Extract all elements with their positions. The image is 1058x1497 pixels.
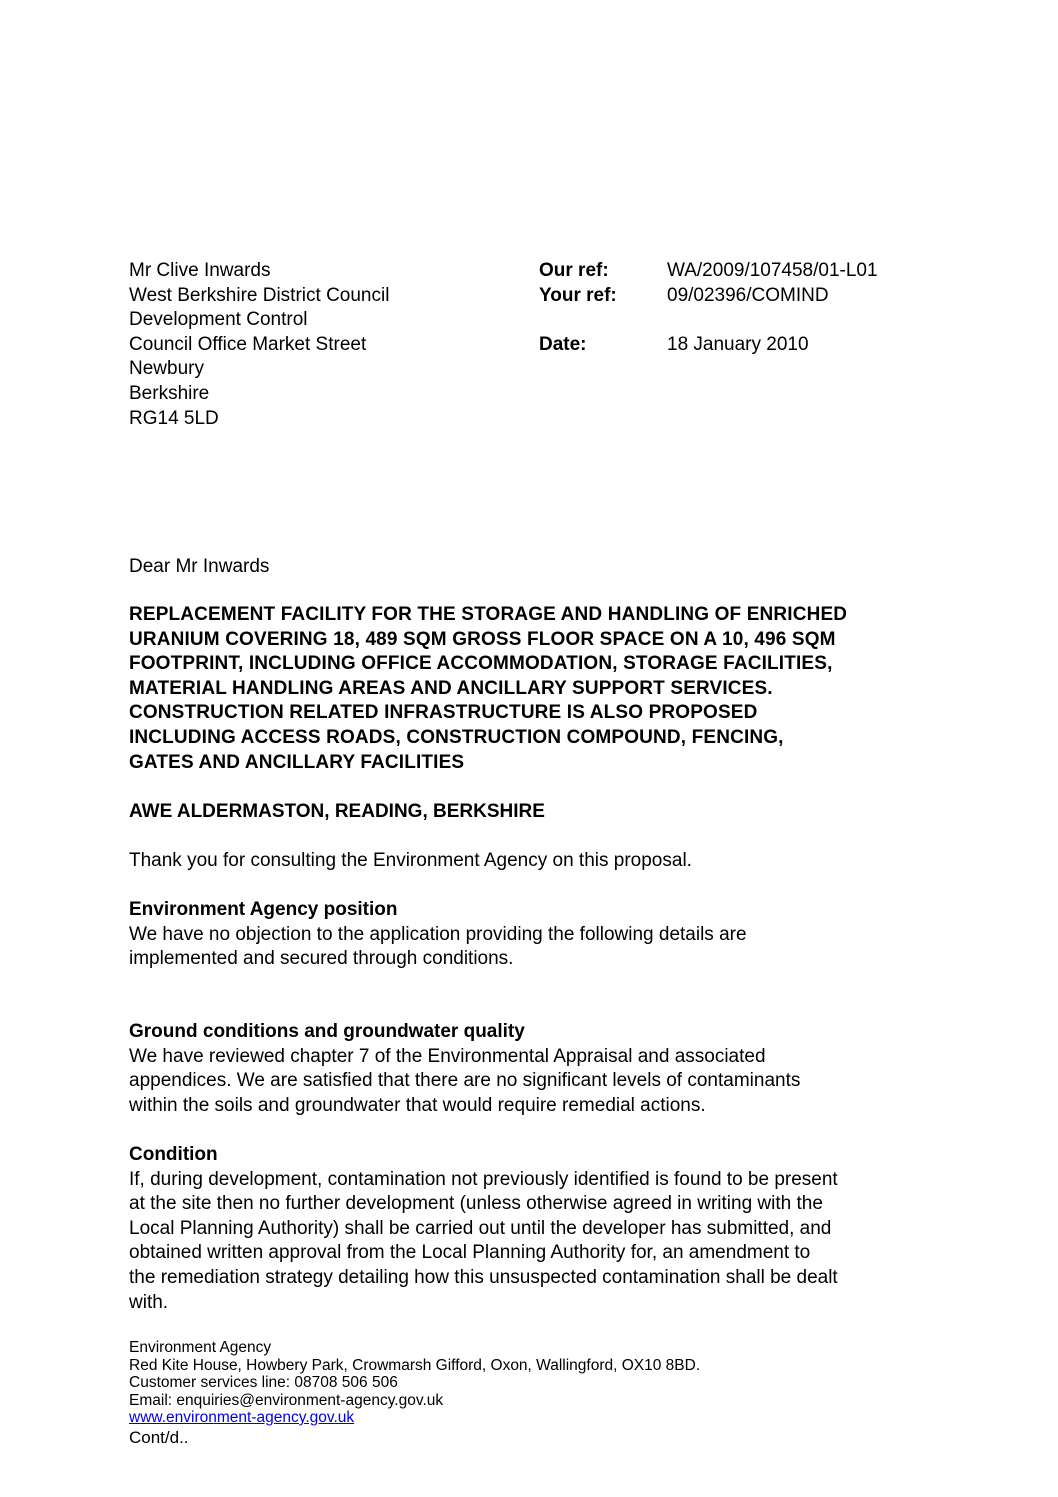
ref-spacer (539, 308, 878, 333)
subject-heading (129, 603, 959, 775)
our-ref-row (539, 259, 878, 284)
ground-text-line: We have reviewed chapter 7 of the Environmental Appraisal and associated (129, 1045, 766, 1067)
position-section (129, 898, 747, 972)
your-ref-label: Your ref: (539, 284, 617, 306)
subject-line: MATERIAL HANDLING AREAS AND ANCILLARY SUPPORT SERVICES. (129, 677, 773, 699)
date-label: Date: (539, 333, 587, 355)
thanks-paragraph: Thank you for consulting the Environment Agency on this proposal. (129, 850, 692, 871)
recipient-organisation: West Berkshire District Council (129, 284, 390, 306)
reference-block (539, 259, 878, 357)
condition-heading: Condition (129, 1144, 218, 1165)
footer-address: Red Kite House, Howbery Park, Crowmarsh Gifford, Oxon, Wallingford, OX10 8BD. (129, 1356, 701, 1374)
ground-text-line: within the soils and groundwater that would require remedial actions. (129, 1094, 706, 1116)
our-ref-value: WA/2009/107458/01-L01 (667, 260, 878, 281)
subject-line: FOOTPRINT, INCLUDING OFFICE ACCOMMODATION, STORAGE FACILITIES, (129, 653, 833, 675)
ground-conditions-heading: Ground conditions and groundwater quality (129, 1021, 525, 1042)
date-value: 18 January 2010 (667, 333, 809, 355)
ground-text-line: appendices. We are satisfied that there are no significant levels of contaminants (129, 1070, 801, 1092)
position-text-line: We have no objection to the application providing the following details are (129, 923, 747, 945)
condition-text-line: If, during development, contamination not previously identified is found to be present (129, 1168, 838, 1190)
condition-text-line: the remediation strategy detailing how this unsuspected contamination shall be dealt (129, 1266, 838, 1288)
recipient-street: Council Office Market Street (129, 333, 367, 355)
ground-conditions-section (129, 1020, 800, 1118)
subject-line: REPLACEMENT FACILITY FOR THE STORAGE AND HANDLING OF ENRICHED (129, 604, 848, 625)
continued-marker: Cont/d.. (129, 1427, 189, 1447)
footer-website-link[interactable]: www.environment-agency.gov.uk (129, 1409, 355, 1426)
condition-text-line: at the site then no further development (unless otherwise agreed in writing with the (129, 1193, 823, 1215)
recipient-postcode: RG14 5LD (129, 407, 219, 429)
condition-section (129, 1143, 838, 1315)
recipient-town: Newbury (129, 358, 204, 380)
site-location: AWE ALDERMASTON, READING, BERKSHIRE (129, 801, 545, 822)
subject-line: INCLUDING ACCESS ROADS, CONSTRUCTION COMPOUND, FENCING, (129, 726, 784, 748)
position-heading: Environment Agency position (129, 899, 398, 920)
salutation: Dear Mr Inwards (129, 556, 270, 577)
footer-organisation: Environment Agency (129, 1339, 272, 1356)
condition-text-line: with. (129, 1291, 169, 1313)
recipient-address (129, 259, 389, 431)
condition-text-line: obtained written approval from the Local Planning Authority for, an amendment to (129, 1242, 811, 1264)
subject-line: CONSTRUCTION RELATED INFRASTRUCTURE IS ALSO PROPOSED (129, 702, 758, 724)
recipient-county: Berkshire (129, 382, 210, 404)
footer-phone: Customer services line: 08708 506 506 (129, 1374, 398, 1391)
date-row (539, 333, 878, 358)
position-text-line: implemented and secured through conditions. (129, 948, 514, 970)
recipient-name: Mr Clive Inwards (129, 260, 271, 281)
subject-line: GATES AND ANCILLARY FACILITIES (129, 751, 465, 773)
your-ref-row (539, 284, 878, 309)
recipient-department: Development Control (129, 309, 308, 331)
condition-text-line: Local Planning Authority) shall be carried out until the developer has submitted, and (129, 1217, 832, 1239)
subject-line: URANIUM COVERING 18, 489 SQM GROSS FLOOR SPACE ON A 10, 496 SQM (129, 628, 836, 650)
footer-email: Email: enquiries@environment-agency.gov.uk (129, 1391, 444, 1409)
your-ref-value: 09/02396/COMIND (667, 284, 829, 306)
footer (129, 1339, 700, 1448)
our-ref-label: Our ref: (539, 260, 609, 281)
